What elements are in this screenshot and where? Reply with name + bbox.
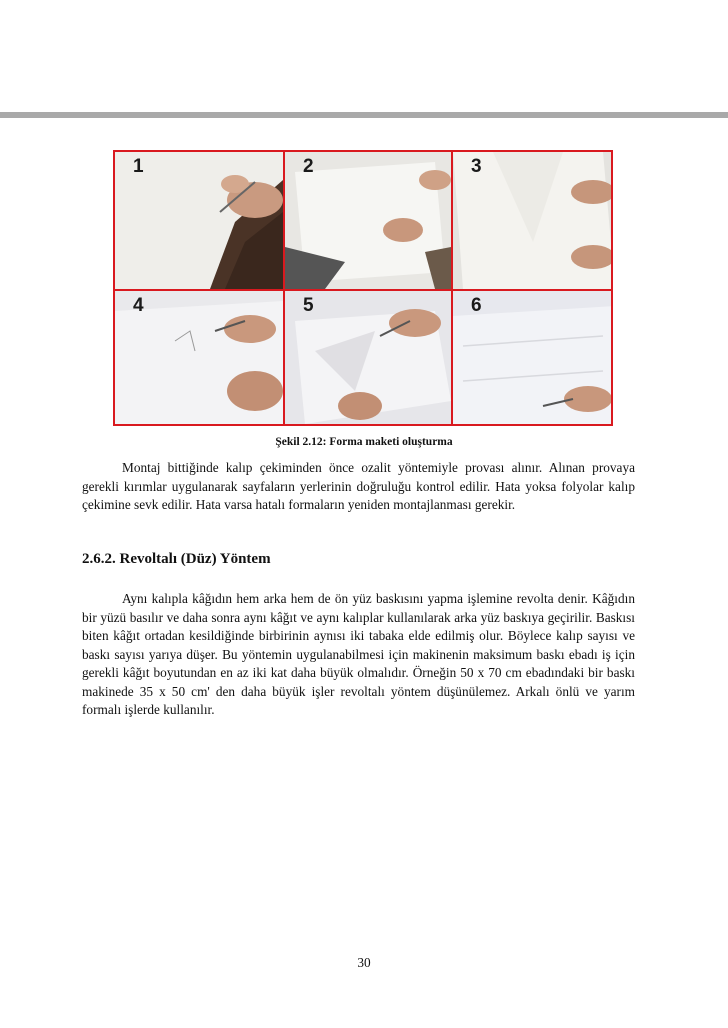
panel-number: 4	[133, 295, 144, 316]
photo-panel-1	[115, 152, 283, 289]
header-rule	[0, 112, 728, 118]
photo-panel-4	[115, 291, 283, 424]
photo-panel-6	[453, 291, 613, 424]
panel-number: 1	[133, 156, 144, 177]
photo-panel-3	[453, 152, 613, 289]
figure-caption: Şekil 2.12: Forma maketi oluşturma	[275, 436, 453, 448]
page-number: 30	[357, 955, 371, 970]
panel-number: 3	[471, 156, 482, 177]
section-heading: 2.6.2. Revoltalı (Düz) Yöntem	[82, 551, 271, 567]
panel-number: 5	[303, 295, 314, 316]
photo-panel-5	[285, 291, 451, 424]
paragraph-proof: Montaj bittiğinde kalıp çekiminden önce ozalit yöntemiyle provası alınır. Alınan provaya gerekli kırımlar uygulanarak sayfaların yerlerinin doğruluğu kontrol edilir. Hata yoksa folyolar kalıp çekimine sevk edilir. Hata varsa hatalı formaların yeniden montajlanması gerekir.	[82, 460, 635, 512]
figure-photo-grid	[113, 150, 613, 426]
photo-panel-2	[285, 152, 451, 289]
paragraph-revolta: Aynı kalıpla kâğıdın hem arka hem de ön yüz baskısını yapma işlemine revolta denir. Kâğıdın bir yüzü basılır ve daha sonra aynı kâğıt ve aynı kalıplar kullanılarak arka yüz baskıya geçirilir. Baskısı biten kâğıt ortadan kesildiğinde birbirinin aynısı iki tabaka elde edilmiş olur. Böylece kalıp sayısı ve baskı sayısı yarıya düşer. Bu yöntemin uygulanabilmesi için makinenin maksimum baskı ebadı iş için gerekli kâğıt boyutundan en az iki kat daha büyük olmalıdır. Örneğin 50 x 70 cm ebadındaki bir baskı makinede 35 x 50 cm' den daha büyük işler revoltalı yöntem düşünülemez. Arkalı önlü ve yarım formalı işlerde kullanılır.	[82, 591, 635, 717]
panel-number: 6	[471, 295, 482, 316]
panel-number: 2	[303, 156, 314, 177]
